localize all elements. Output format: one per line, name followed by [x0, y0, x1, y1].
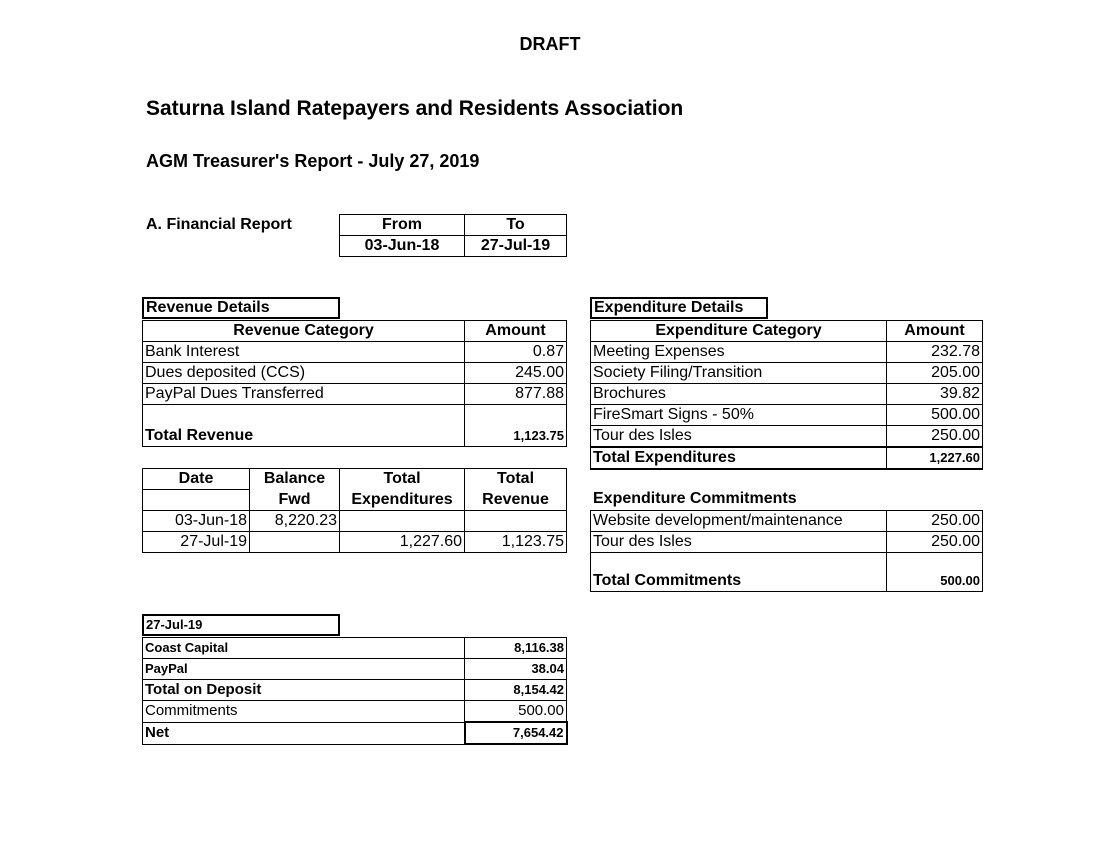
table-row [143, 342, 567, 363]
deposit-label: Coast Capital [143, 638, 465, 659]
report-title: AGM Treasurer's Report - July 27, 2019 [146, 151, 480, 171]
expenditure-total-row [591, 447, 983, 469]
commitment-amount: 250.00 [887, 511, 983, 532]
revenue-amount: 245.00 [465, 363, 567, 384]
balance-expenditures [340, 511, 465, 532]
commitments-row [143, 701, 567, 723]
balance-date: 27-Jul-19 [143, 532, 250, 553]
deposit-amount: 8,116.38 [465, 638, 567, 659]
period-from-header: From [340, 215, 465, 236]
revenue-amount: 877.88 [465, 384, 567, 405]
total-expenditures-header: Total [340, 469, 465, 490]
expenditure-amount: 205.00 [887, 363, 983, 384]
revenue-total-value: 1,123.75 [465, 405, 567, 447]
commitments-total-label: Total Commitments [591, 553, 887, 592]
total-expenditures-header-2: Expenditures [340, 490, 465, 511]
table-row [143, 511, 567, 532]
table-row [591, 363, 983, 384]
expenditure-category: Society Filing/Transition [591, 363, 887, 384]
revenue-details-title: Revenue Details [142, 297, 340, 319]
balance-revenue: 1,123.75 [465, 532, 567, 553]
table-row [591, 511, 983, 532]
expenditure-amount: 232.78 [887, 342, 983, 363]
revenue-category: PayPal Dues Transferred [143, 384, 465, 405]
table-row [143, 659, 567, 680]
table-row [143, 363, 567, 384]
revenue-category: Dues deposited (CCS) [143, 363, 465, 384]
period-table [339, 214, 567, 257]
deposit-amount: 38.04 [465, 659, 567, 680]
commitment-category: Tour des Isles [591, 532, 887, 553]
expenditure-category-header: Expenditure Category [591, 321, 887, 342]
section-a-label: A. Financial Report [146, 216, 292, 233]
deposit-date-title: 27-Jul-19 [142, 614, 340, 636]
revenue-table [142, 320, 567, 447]
deposit-commitments-label: Commitments [143, 701, 465, 723]
deposit-label: PayPal [143, 659, 465, 680]
balance-fwd-header: Balance [250, 469, 340, 490]
table-row [591, 384, 983, 405]
table-row [143, 384, 567, 405]
revenue-total-row [143, 405, 567, 447]
expenditure-total-label: Total Expenditures [591, 447, 887, 469]
expenditure-category: Meeting Expenses [591, 342, 887, 363]
commitments-total-value: 500.00 [887, 553, 983, 592]
revenue-amount: 0.87 [465, 342, 567, 363]
net-row [143, 722, 567, 744]
commitments-total-row [591, 553, 983, 592]
commitments-title: Expenditure Commitments [593, 490, 797, 507]
table-row [591, 532, 983, 553]
expenditure-category: Tour des Isles [591, 426, 887, 448]
revenue-total-label: Total Revenue [143, 405, 465, 447]
draft-label: DRAFT [519, 34, 581, 54]
expenditure-amount: 39.82 [887, 384, 983, 405]
deposit-total-row [143, 680, 567, 701]
table-row [143, 638, 567, 659]
revenue-category: Bank Interest [143, 342, 465, 363]
revenue-category-header: Revenue Category [143, 321, 465, 342]
table-row [591, 426, 983, 448]
total-revenue-header: Total [465, 469, 567, 490]
balance-fwd-header-2: Fwd [250, 490, 340, 511]
deposit-commitments-value: 500.00 [465, 701, 567, 723]
expenditure-details-title: Expenditure Details [590, 297, 768, 319]
period-to-header: To [465, 215, 567, 236]
deposit-total-value: 8,154.42 [465, 680, 567, 701]
commitment-category: Website development/maintenance [591, 511, 887, 532]
expenditure-amount: 500.00 [887, 405, 983, 426]
total-revenue-header-2: Revenue [465, 490, 567, 511]
expenditure-total-value: 1,227.60 [887, 447, 983, 469]
net-value: 7,654.42 [465, 722, 567, 744]
expenditure-category: FireSmart Signs - 50% [591, 405, 887, 426]
balance-revenue [465, 511, 567, 532]
balance-fwd: 8,220.23 [250, 511, 340, 532]
balance-fwd [250, 532, 340, 553]
table-row [591, 405, 983, 426]
commitments-table [590, 510, 983, 592]
period-from-value: 03-Jun-18 [340, 236, 465, 257]
expenditure-amount: 250.00 [887, 426, 983, 448]
table-row [143, 532, 567, 553]
deposit-table [142, 637, 568, 745]
expenditure-table [590, 320, 983, 470]
revenue-amount-header: Amount [465, 321, 567, 342]
expenditure-amount-header: Amount [887, 321, 983, 342]
expenditure-category: Brochures [591, 384, 887, 405]
deposit-total-label: Total on Deposit [143, 680, 465, 701]
balance-date-header: Date [143, 469, 250, 490]
period-to-value: 27-Jul-19 [465, 236, 567, 257]
net-label: Net [143, 722, 465, 744]
balance-table [142, 468, 567, 553]
commitment-amount: 250.00 [887, 532, 983, 553]
table-row [591, 342, 983, 363]
organization-title: Saturna Island Ratepayers and Residents Association [146, 97, 684, 120]
balance-expenditures: 1,227.60 [340, 532, 465, 553]
balance-date: 03-Jun-18 [143, 511, 250, 532]
